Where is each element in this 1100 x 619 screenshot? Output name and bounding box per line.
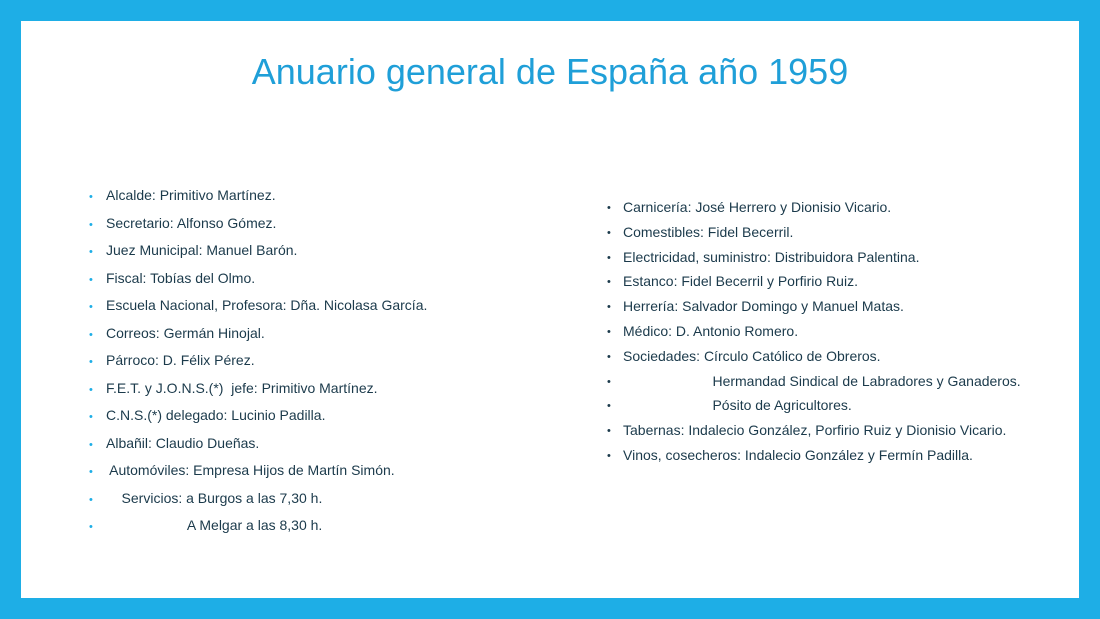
- list-item-text: Párroco: D. Félix Pérez.: [106, 352, 255, 368]
- bullet-icon: •: [89, 273, 93, 286]
- list-item: [86, 215, 556, 243]
- list-item: [605, 224, 1065, 249]
- list-item: [86, 297, 556, 325]
- list-item-text: Comestibles: Fidel Becerril.: [623, 223, 794, 240]
- bullet-icon: •: [89, 218, 93, 231]
- list-item-text: Juez Municipal: Manuel Barón.: [106, 242, 298, 258]
- bullet-icon: •: [89, 383, 93, 396]
- list-item: [86, 407, 556, 435]
- list-item: [86, 490, 556, 518]
- bullet-icon: •: [607, 400, 611, 413]
- list-item-text: Electricidad, suministro: Distribuidora Palentina.: [623, 248, 920, 265]
- list-item-text: Alcalde: Primitivo Martínez.: [106, 187, 276, 203]
- list-item-text: Hermandad Sindical de Labradores y Ganaderos.: [623, 372, 1021, 389]
- list-item: [605, 199, 1065, 224]
- list-item: [86, 517, 556, 545]
- list-item: [605, 273, 1065, 298]
- bullet-icon: •: [89, 191, 93, 203]
- list-item: [605, 373, 1065, 398]
- list-item: [86, 187, 556, 215]
- bullet-icon: •: [89, 521, 93, 533]
- list-item: [605, 422, 1065, 447]
- list-item: [605, 348, 1065, 373]
- list-item-text: Sociedades: Círculo Católico de Obreros.: [623, 347, 881, 364]
- bullet-icon: •: [607, 276, 611, 289]
- bullet-icon: •: [89, 466, 93, 478]
- list-item: [86, 242, 556, 270]
- list-item-text: Albañil: Claudio Dueñas.: [106, 434, 260, 451]
- bullet-icon: •: [89, 246, 93, 258]
- list-item-text: C.N.S.(*) delegado: Lucinio Padilla.: [106, 407, 326, 423]
- list-item: [86, 462, 556, 490]
- slide-title: Anuario general de España año 1959: [251, 51, 849, 92]
- bullet-icon: •: [89, 411, 93, 423]
- bullet-icon: •: [89, 438, 93, 451]
- list-item-text: Tabernas: Indalecio González, Porfirio Ruiz y Dionisio Vicario.: [623, 422, 1007, 439]
- bullet-icon: •: [607, 202, 611, 214]
- list-item-text: Estanco: Fidel Becerril y Porfirio Ruiz.: [623, 273, 858, 290]
- bullet-icon: •: [607, 301, 611, 314]
- list-item: [605, 323, 1065, 348]
- bullet-icon: •: [607, 350, 611, 363]
- bullet-icon: •: [89, 301, 93, 313]
- bullet-icon: •: [607, 251, 611, 264]
- list-item-text: Fiscal: Tobías del Olmo.: [106, 269, 256, 286]
- right-bullet-list: [605, 199, 1065, 472]
- list-item-text: A Melgar a las 8,30 h.: [106, 517, 323, 533]
- bullet-icon: •: [89, 356, 93, 368]
- slide: [21, 21, 1079, 598]
- list-item: [86, 325, 556, 353]
- list-item: [605, 249, 1065, 274]
- list-item-text: Pósito de Agricultores.: [623, 397, 852, 414]
- list-item-text: Vinos, cosecheros: Indalecio González y Fermín Padilla.: [623, 446, 973, 463]
- list-item-text: Herrería: Salvador Domingo y Manuel Matas.: [623, 298, 904, 315]
- left-bullet-list: [86, 187, 556, 545]
- list-item-text: Escuela Nacional, Profesora: Dña. Nicolasa García.: [106, 297, 428, 313]
- list-item: [86, 352, 556, 380]
- list-item-text: Secretario: Alfonso Gómez.: [106, 214, 277, 231]
- bullet-icon: •: [607, 375, 611, 388]
- list-item: [605, 447, 1065, 472]
- list-item: [86, 435, 556, 463]
- list-item: [86, 380, 556, 408]
- list-item-text: Correos: Germán Hinojal.: [106, 324, 265, 341]
- bullet-icon: •: [607, 325, 611, 338]
- list-item-text: Carnicería: José Herrero y Dionisio Vicario.: [623, 199, 892, 215]
- list-item-text: Médico: D. Antonio Romero.: [623, 322, 799, 339]
- bullet-icon: •: [607, 226, 611, 239]
- bullet-icon: •: [89, 493, 93, 506]
- list-item: [605, 397, 1065, 422]
- list-item-text: F.E.T. y J.O.N.S.(*) jefe: Primitivo Martínez.: [106, 379, 378, 396]
- list-item-text: Automóviles: Empresa Hijos de Martín Simón.: [106, 462, 395, 478]
- list-item: [605, 298, 1065, 323]
- bullet-icon: •: [89, 328, 93, 341]
- list-item: [86, 270, 556, 298]
- bullet-icon: •: [607, 425, 611, 438]
- bullet-icon: •: [607, 449, 611, 462]
- list-item-text: Servicios: a Burgos a las 7,30 h.: [106, 489, 323, 506]
